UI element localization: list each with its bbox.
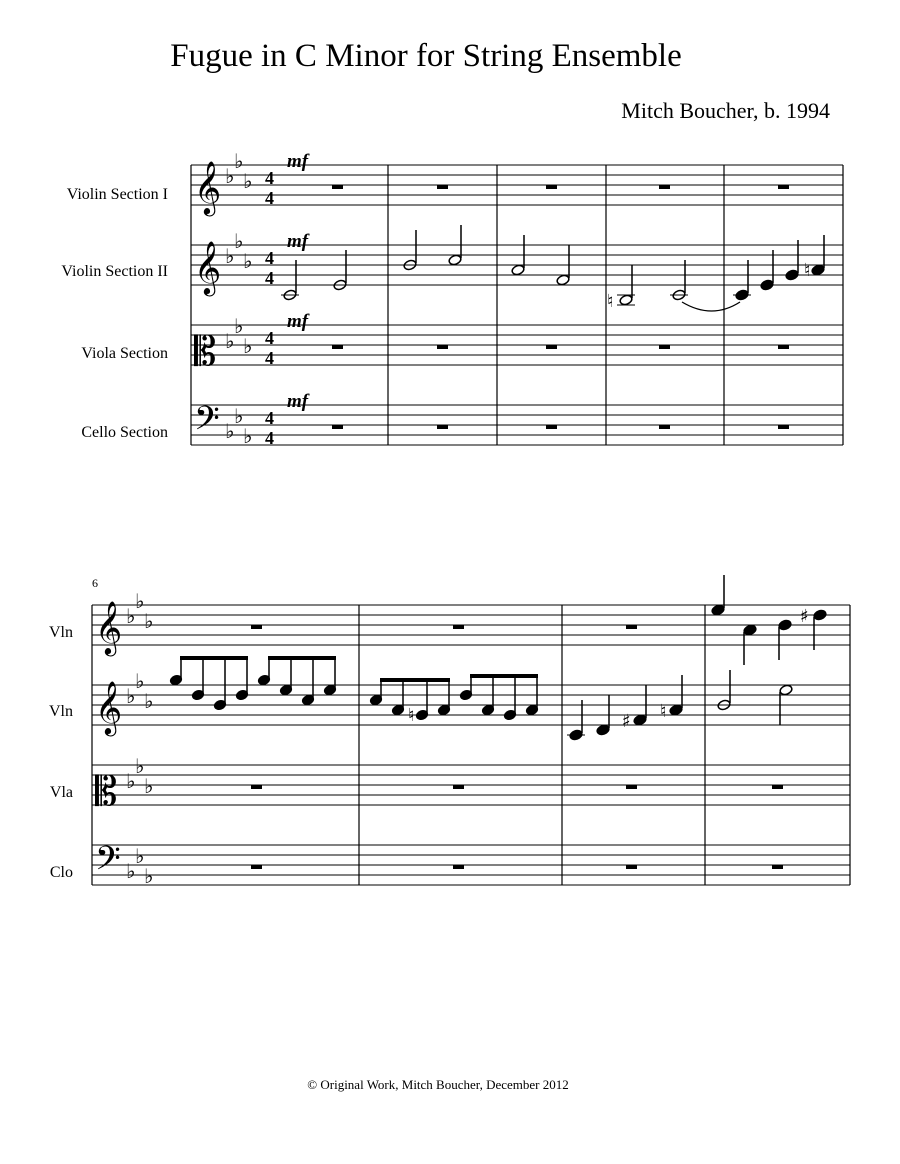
treble-clef: 𝄞 — [194, 160, 222, 214]
key-signature — [126, 589, 153, 888]
composer-credit: Mitch Boucher, b. 1994 — [621, 98, 830, 123]
svg-text:♭: ♭ — [126, 769, 136, 793]
time-signature — [265, 168, 274, 448]
svg-text:♭: ♭ — [144, 689, 154, 713]
svg-text:4: 4 — [265, 248, 274, 268]
svg-text:♭: ♭ — [225, 164, 235, 188]
accidentals — [607, 260, 810, 312]
svg-text:♭: ♭ — [126, 684, 136, 708]
instrument-label-viola: Vla — [49, 784, 73, 801]
svg-text:♭: ♭ — [135, 589, 145, 613]
instrument-label-violin-1: Vln — [49, 624, 73, 641]
violin-1-notes — [711, 575, 827, 665]
svg-text:♭: ♭ — [225, 419, 235, 443]
treble-clef: 𝄞 — [95, 680, 123, 734]
svg-text:♭: ♭ — [243, 334, 253, 358]
svg-text:♭: ♭ — [135, 844, 145, 868]
whole-rests — [332, 185, 789, 429]
svg-text:♭: ♭ — [144, 864, 154, 888]
system-1 — [61, 149, 843, 448]
svg-text:♮: ♮ — [607, 291, 614, 312]
svg-text:♮: ♮ — [804, 260, 811, 281]
svg-text:♭: ♭ — [135, 669, 145, 693]
instrument-label-violin-2: Violin Section II — [61, 263, 168, 280]
svg-text:♭: ♭ — [234, 404, 244, 428]
treble-clef: 𝄞 — [95, 600, 123, 654]
svg-text:♭: ♭ — [243, 424, 253, 448]
svg-text:♭: ♭ — [225, 244, 235, 268]
svg-text:4: 4 — [265, 268, 274, 288]
svg-text:♭: ♭ — [144, 609, 154, 633]
barlines — [92, 605, 850, 885]
bass-clef: 𝄢 — [194, 400, 220, 446]
dynamic-marking: mf — [287, 391, 309, 412]
alto-clef: 𝄡 — [194, 329, 217, 375]
svg-text:4: 4 — [265, 408, 274, 428]
svg-text:♭: ♭ — [144, 774, 154, 798]
svg-text:4: 4 — [265, 328, 274, 348]
instrument-label-cello: Cello Section — [81, 424, 168, 441]
alto-clef: 𝄡 — [95, 769, 118, 815]
svg-text:♭: ♭ — [126, 604, 136, 628]
dynamic-marking: mf — [287, 151, 309, 172]
system-2 — [49, 575, 850, 888]
violin-2-notes — [281, 225, 825, 311]
svg-text:♭: ♭ — [234, 314, 244, 338]
treble-clef: 𝄞 — [194, 240, 222, 294]
svg-text:♯: ♯ — [622, 711, 631, 732]
copyright-footer: © Original Work, Mitch Boucher, December 2012 — [307, 1077, 569, 1092]
bass-clef: 𝄢 — [95, 840, 121, 886]
svg-text:♮: ♮ — [408, 705, 415, 726]
svg-text:♭: ♭ — [243, 169, 253, 193]
svg-text:♮: ♮ — [660, 701, 667, 722]
svg-text:♭: ♭ — [135, 754, 145, 778]
score-title: Fugue in C Minor for String Ensemble — [170, 38, 682, 74]
instrument-label-violin-1: Violin Section I — [66, 186, 168, 203]
measure-number: 6 — [92, 576, 98, 590]
svg-text:♭: ♭ — [225, 329, 235, 353]
staff-lines — [92, 605, 850, 885]
svg-text:♭: ♭ — [243, 249, 253, 273]
svg-text:♭: ♭ — [234, 149, 244, 173]
svg-text:4: 4 — [265, 348, 274, 368]
sharp-accidental: ♯ — [800, 606, 809, 627]
svg-text:4: 4 — [265, 168, 274, 188]
instrument-label-violin-2: Vln — [49, 703, 73, 720]
svg-text:♭: ♭ — [126, 859, 136, 883]
dynamic-marking: mf — [287, 231, 309, 252]
svg-text:4: 4 — [265, 428, 274, 448]
violin-2-notes — [169, 656, 793, 741]
svg-text:♭: ♭ — [234, 229, 244, 253]
dynamic-marking: mf — [287, 311, 309, 332]
key-signature — [225, 149, 252, 448]
instrument-label-cello: Clo — [49, 864, 73, 881]
whole-rests — [251, 625, 783, 869]
svg-text:4: 4 — [265, 188, 274, 208]
instrument-label-viola: Viola Section — [81, 345, 168, 362]
